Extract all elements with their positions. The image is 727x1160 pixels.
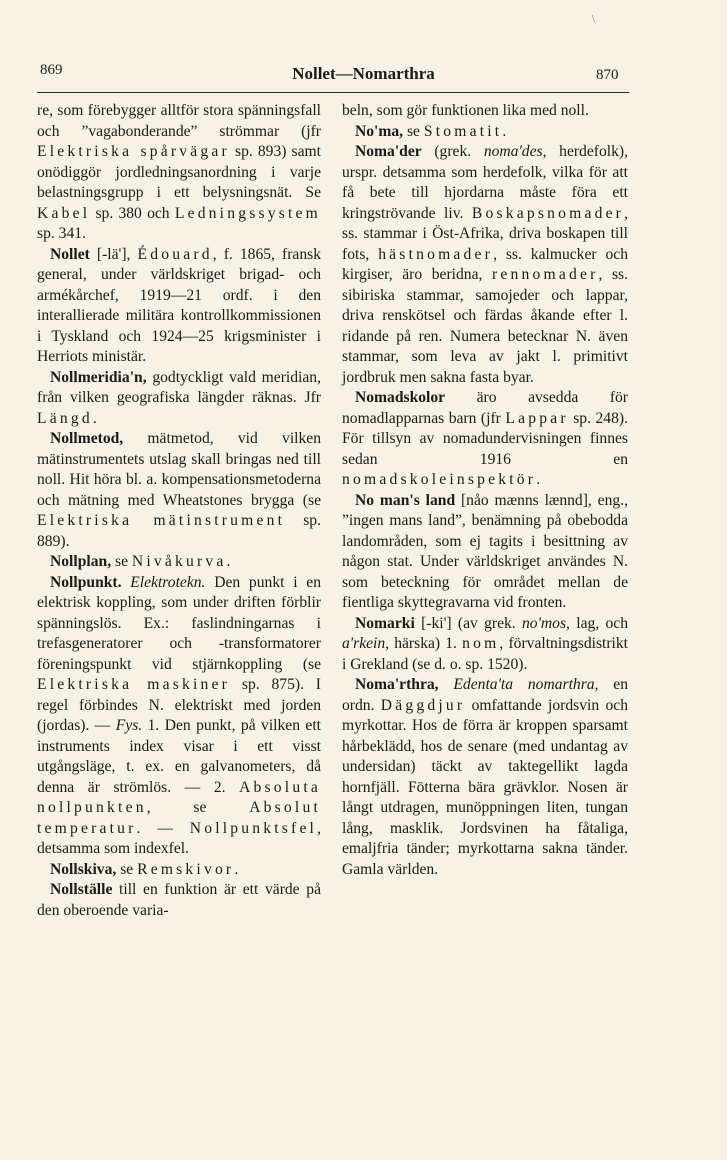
headword: No'ma, bbox=[355, 122, 404, 140]
cross-reference: Boskapsnomader bbox=[471, 204, 625, 222]
italic-term: Edenta'ta nomarthra, bbox=[453, 676, 599, 693]
headword: Noma'rthra, bbox=[355, 676, 439, 693]
entry-text: se bbox=[403, 122, 424, 140]
entry-text: , ss. stammar i Öst-Afrika, driva boskapen till fots, bbox=[342, 204, 628, 263]
right-column bbox=[342, 101, 628, 880]
headword: Nollskiva, bbox=[50, 860, 117, 878]
dictionary-entry bbox=[37, 368, 321, 430]
entry-text: godtyckligt vald meridian, från vilken geografiska längder räknas. Jfr bbox=[37, 368, 321, 406]
dictionary-entry bbox=[342, 142, 628, 388]
entry-text: . bbox=[502, 122, 507, 140]
dictionary-entry bbox=[342, 491, 628, 614]
cross-reference: Elektriska mätinstrument bbox=[37, 512, 286, 529]
cross-reference: rennomader bbox=[492, 266, 599, 283]
entry-text: sp. 380 och bbox=[90, 204, 175, 222]
entry-text: (grek. bbox=[421, 143, 484, 160]
running-title: Nollet—Nomarthra bbox=[292, 64, 435, 83]
stray-mark: \ bbox=[592, 14, 595, 25]
entry-text bbox=[122, 574, 131, 591]
headword: Nollmetod, bbox=[50, 430, 124, 447]
headword: Nollpunkt. bbox=[50, 573, 122, 591]
entry-continuation bbox=[342, 101, 628, 122]
dictionary-entry bbox=[37, 245, 321, 368]
cross-reference: Nollpunktsfel bbox=[189, 819, 318, 837]
cross-reference: Remskivor bbox=[137, 860, 235, 878]
entry-text: sp. 889). bbox=[37, 512, 321, 550]
entry-text: lag, och bbox=[569, 614, 628, 632]
headword: Nollet bbox=[50, 245, 90, 263]
dictionary-entry bbox=[37, 880, 321, 921]
entry-text: , se bbox=[146, 799, 250, 816]
entry-text: 1. Den punkt, på vilken ett instruments index visar i ett visst utgångsläge, t. ex. en galvanometers, då denna är strömlös. — 2. bbox=[37, 717, 321, 796]
entry-text: . — bbox=[136, 819, 190, 837]
entry-text: se bbox=[116, 860, 138, 878]
dictionary-entry bbox=[37, 552, 321, 573]
cross-reference: Lappar bbox=[505, 409, 569, 427]
cross-reference: Absoluta nollpunkten bbox=[37, 778, 321, 816]
page-header bbox=[0, 0, 727, 100]
cross-reference: Elektriska maskiner bbox=[37, 676, 231, 693]
entry-text: en ordn. bbox=[342, 676, 628, 714]
left-column bbox=[37, 101, 321, 921]
cross-reference: nomadskoleinspektör bbox=[342, 471, 537, 488]
page-number-right: 870 bbox=[596, 67, 619, 83]
entry-text: omfattande jordsvin och myrkottar. Hos de förra är kroppen sparsamt hårbeklädd, hos de senare (med undantag av undersidan) täckt av taktegellikt lagda hornfjäll. Fötterna bära grävklor. Nosen är långt utdragen, munöppningen liten, tungan lång, masklik. Jordsvinen ha fåtaliga, emaljfria tänder; myrkottarna sakna tänder. Gamla världen. bbox=[342, 696, 628, 878]
cross-reference: Däggdjur bbox=[380, 696, 466, 714]
entry-continuation bbox=[37, 101, 321, 245]
dictionary-entry bbox=[342, 614, 628, 676]
entry-text: . bbox=[234, 860, 239, 878]
italic-term: no'mos, bbox=[521, 614, 570, 632]
headword: Nomadskolor bbox=[355, 389, 446, 406]
italic-term: Elektrotekn. bbox=[130, 573, 206, 591]
dictionary-entry bbox=[37, 573, 321, 860]
entry-text: sp. 248). För tillsyn av nomadundervisningen finnes sedan 1916 en bbox=[342, 409, 628, 468]
cross-reference: Kabel bbox=[37, 204, 91, 222]
cross-reference: Elektriska spårvägar bbox=[37, 143, 230, 160]
entry-text: , detsamma som indexfel. bbox=[37, 819, 321, 857]
headword: Nomarki bbox=[355, 614, 415, 632]
cross-reference: Nivåkurva bbox=[131, 553, 227, 570]
italic-term: noma'des, bbox=[483, 143, 547, 160]
entry-text: , f. 1865, fransk general, under världskriget brigad- och armékårchef, 1919—21 ordf. i den interallierade militära kontrollkommissionen i Tyskland och 1924—25 krigsminister i Herriots ministär. bbox=[37, 245, 321, 365]
dictionary-entry bbox=[342, 122, 628, 143]
entry-text: , ss. sibiriska stammar, samojeder och lappar, driva renskötsel och färdas åkande efter l. ridande på ren. Numera betecknar N. även stammar, som leva av jakt l. primitivt jordbruk men sakna fasta byar. bbox=[342, 266, 629, 386]
cross-reference: Édouard bbox=[137, 245, 213, 263]
entry-text bbox=[439, 676, 454, 693]
entry-text: [nåo mænns lænnd], eng., ”ingen mans land”, benämning på obebodda landområden, som ej tagits i besittning av någon stat. Under världskriget användes N. som beteckning för området mellan de fientliga skyttegravarna vid fronten. bbox=[342, 491, 628, 611]
italic-term: a'rkein, bbox=[342, 635, 390, 652]
italic-term: Fys. bbox=[115, 717, 143, 734]
headword: Noma'der bbox=[355, 143, 422, 160]
entry-text: se bbox=[111, 553, 132, 570]
entry-text: . bbox=[92, 409, 97, 427]
dictionary-entry bbox=[37, 429, 321, 552]
headword: Nollställe bbox=[50, 881, 113, 898]
entry-text: . bbox=[536, 471, 541, 488]
dictionary-entry bbox=[342, 388, 628, 491]
entry-text: mätmetod, vid vilken mätinstrumentets utslag skall bringas ned till noll. Hit höra bl. a. kompensationsmetoderna och mätning med Wheatstones brygga (se bbox=[37, 430, 321, 509]
entry-text: beln, som gör funktionen lika med noll. bbox=[342, 102, 589, 119]
entry-text: . bbox=[226, 553, 231, 570]
entry-text: , förvaltningsdistrikt i Grekland (se d. o. sp. 1520). bbox=[342, 635, 629, 673]
cross-reference: Ledningssystem bbox=[174, 204, 321, 222]
dictionary-entry bbox=[342, 675, 628, 880]
cross-reference: nom bbox=[462, 635, 500, 652]
entry-text: till en funktion är ett värde på den oberoende varia- bbox=[37, 881, 321, 919]
entry-text: äro avsedda för nomadlapparnas barn (jfr bbox=[342, 389, 628, 427]
entry-text: [-ki'] (av grek. bbox=[414, 614, 522, 632]
cross-reference: Stomatit bbox=[423, 122, 503, 140]
cross-reference: Absolut temperatur bbox=[37, 799, 321, 837]
cross-reference: hästnomader bbox=[378, 245, 494, 263]
headword: No man's land bbox=[355, 491, 456, 509]
page-number-left: 869 bbox=[40, 62, 63, 78]
dictionary-entry bbox=[37, 860, 321, 881]
headword: Nollplan, bbox=[50, 553, 112, 570]
entry-text: [-lä'], bbox=[89, 245, 138, 263]
entry-text: , ss. kalmucker och kirgiser, äro beridna, bbox=[342, 245, 629, 283]
entry-text: sp. 341. bbox=[37, 225, 86, 242]
entry-text: sp. 893) samt onödiggör jordledningsanordning i varje belastningsgrupp i ett belysningsnät. Se bbox=[37, 143, 321, 201]
entry-text: Den punkt i en elektrisk koppling, som under driften förblir spänningslös. Ex.: faslindningarnas i trefasgeneratorer och -transformatorer föreningspunkt vid stjärnkoppling (se bbox=[37, 573, 321, 673]
entry-text: re, som förebygger alltför stora spänningsfall och ”vagabonderande” strömmar (jfr bbox=[37, 102, 321, 140]
entry-text: herdefolk), urspr. detsamma som herdefolk, vilka för att få bete till hjordarna måste föra ett kringströvande liv. bbox=[342, 143, 628, 222]
headword: Nollmeridia'n, bbox=[50, 368, 147, 386]
header-rule bbox=[37, 92, 629, 93]
cross-reference: Längd bbox=[37, 409, 93, 427]
entry-text: sp. 875). I regel förbindes N. elektriskt med jorden (jordas). — bbox=[37, 676, 322, 734]
entry-text: härska) 1. bbox=[389, 635, 463, 652]
